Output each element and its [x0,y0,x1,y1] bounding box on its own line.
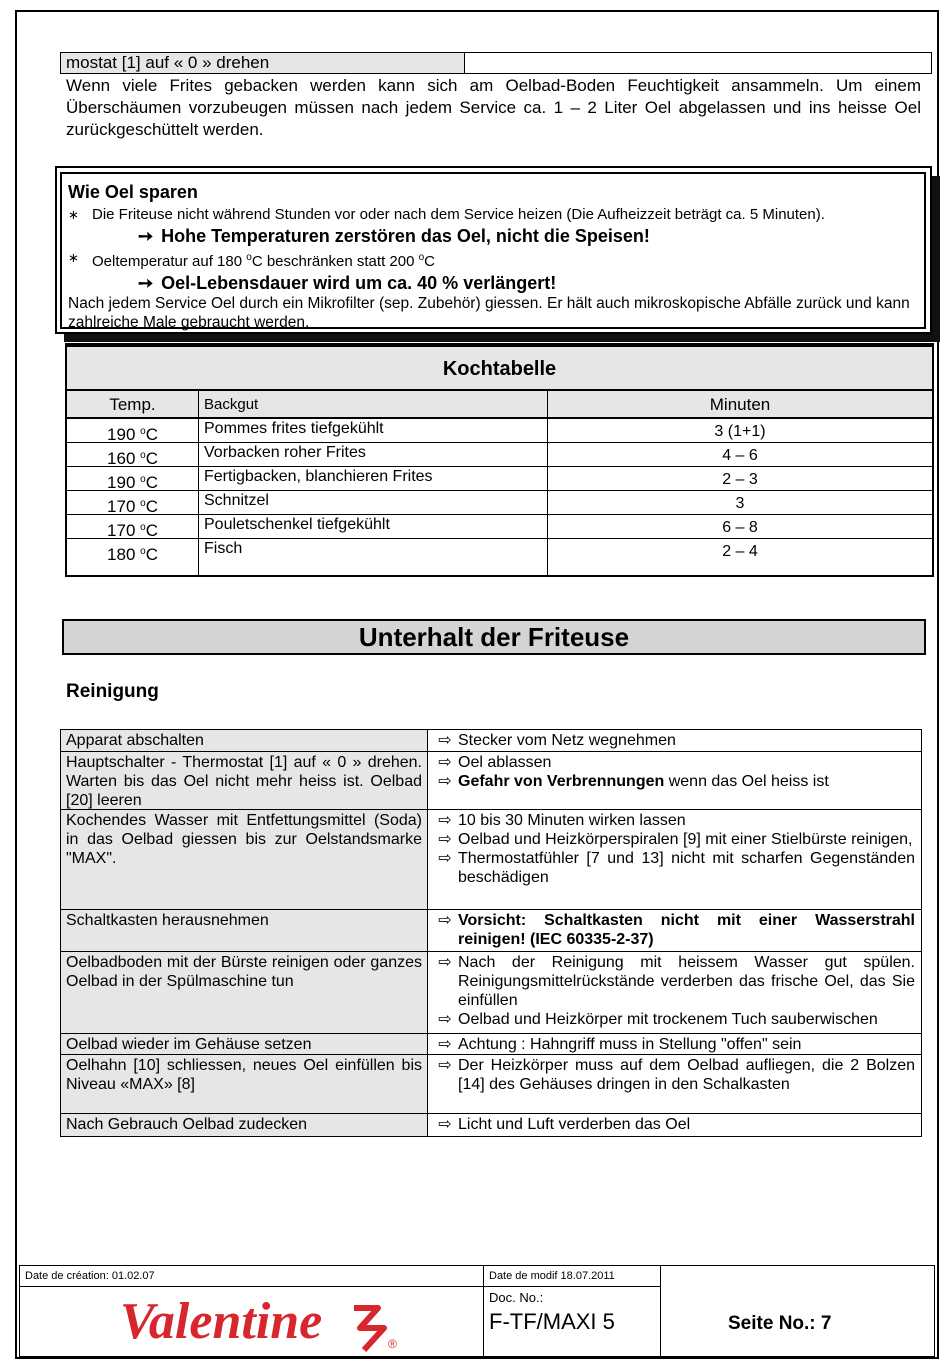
arrow-right-icon: ⇨ [438,1057,452,1074]
cleaning-note [432,1035,915,1054]
row-minuten: 6 – 8 [722,519,758,536]
cleaning-note-text [458,731,915,750]
row-temp-value: 160 [107,449,141,468]
cleaning-note-text [458,1035,915,1054]
cleaning-note-text [458,849,915,887]
degree-sup: o [140,498,146,509]
cleaning-note-text [458,911,915,949]
cleaning-note-text [458,753,915,772]
cleaning-note [432,911,915,949]
row-temp-value: 170 [107,521,141,540]
row-backgut: Fisch [199,539,548,577]
cooking-table-header [67,391,932,419]
cleaning-note [432,1115,915,1134]
cleaning-note-plain: Oelbad und Heizkörperspiralen [9] mit einer Stielbürste reinigen, [458,831,913,848]
arrow-right-icon: ⇨ [438,954,452,971]
oil-saving-title: Wie Oel sparen [68,182,198,202]
footer-page-number: Seite No.: 7 [728,1313,832,1334]
page-footer [19,1265,935,1357]
cleaning-step-notes [428,910,921,951]
cleaning-note-plain: Achtung : Hahngriff muss in Stellung "offen" sein [458,1036,802,1053]
row-temp-value: 180 [107,545,141,564]
bullet-star-icon: ∗ [68,250,79,265]
arrow-right-icon: ➙ [138,226,154,246]
arrow-right-icon: ➙ [138,273,154,293]
cleaning-note-plain: 10 bis 30 Minuten wirken lassen [458,812,686,829]
cleaning-step: Oelbadboden mit der Bürste reinigen oder ganzes Oelbad in der Spülmaschine tun [61,952,428,1033]
cleaning-note [432,849,915,887]
cleaning-note-plain: Der Heizkörper muss auf dem Oelbad aufliegen, die 2 Bolzen [14] des Gehäuses dringen in den Schalkasten [458,1057,915,1093]
footer-modified-date: Date de modif 18.07.2011 [489,1270,615,1282]
cleaning-step: Oelbad wieder im Gehäuse setzen [61,1034,428,1054]
oil-saving-note: Nach jedem Service Oel durch ein Mikrofilter (sep. Zubehör) giessen. Er hält auch mikroskopische Abfälle zurück und kann zahlreiche Male gebraucht werden. [68,295,910,331]
cleaning-step-row [61,1114,921,1136]
cleaning-note [432,753,915,772]
oil-saving-emphasis-1 [68,225,918,247]
oil-saving-emphasis-2-text: Oel-Lebensdauer wird um ca. 40 % verlängert! [161,273,557,293]
row-temp [67,491,199,514]
arrow-right-icon: ⇨ [438,831,452,848]
header-backgut: Backgut [199,391,548,417]
tip-2-part-a: Oeltemperatur auf 180 [92,253,247,270]
row-temp-unit: C [145,473,158,492]
row-temp [67,419,199,442]
cooking-table-row [67,419,932,443]
cleaning-note-text [458,811,915,830]
cooking-table [65,343,934,577]
cleaning-note-text [458,1056,915,1094]
oil-saving-box [60,172,926,329]
row-temp-value: 190 [107,473,141,492]
arrow-right-icon: ⇨ [438,773,452,790]
cleaning-note-plain: Oelbad und Heizkörper mit trockenem Tuch sauberwischen [458,1011,878,1028]
row-minuten: 4 – 6 [722,447,758,464]
row-temp [67,539,199,577]
cleaning-note-bold: Vorsicht: Schaltkasten nicht mit einer Wasserstrahl reinigen! (IEC 60335-2-37) [458,912,915,948]
row-temp [67,467,199,490]
arrow-right-icon: ⇨ [438,1116,452,1133]
arrow-right-icon: ⇨ [438,754,452,771]
header-minuten: Minuten [709,395,771,414]
row-temp-unit: C [145,521,158,540]
oil-saving-tip-1-text: Die Friteuse nicht während Stunden vor oder nach dem Service heizen (Die Aufheizzeit beträgt ca. 5 Minuten). [92,206,825,223]
continuation-text: mostat [1] auf « 0 » drehen [61,53,465,73]
cooking-table-row [67,539,932,577]
cleaning-note [432,731,915,750]
cleaning-step: Apparat abschalten [61,730,428,751]
logo-bolt-icon [354,1308,384,1350]
cleaning-note [432,830,915,849]
cleaning-step-notes [428,730,921,751]
cleaning-step-row [61,952,921,1034]
continuation-empty-cell [465,53,931,73]
cleaning-note-plain: Stecker vom Netz wegnehmen [458,732,676,749]
cleaning-note-plain: Oel ablassen [458,754,552,771]
logo-registered: ® [388,1337,397,1351]
cooking-table-title: Kochtabelle [67,347,932,391]
cleaning-note-text [458,772,915,791]
cooking-table-row [67,467,932,491]
valentine-logo [116,1288,416,1354]
cleaning-subtitle: Reinigung [66,681,159,702]
cleaning-step-notes [428,810,921,909]
row-temp [67,515,199,538]
tip-2-part-b: C beschränken statt 200 [251,253,419,270]
arrow-right-icon: ⇨ [438,732,452,749]
degree-sup: o [140,474,146,485]
row-minuten: 3 (1+1) [714,423,766,440]
cleaning-step-notes [428,1055,921,1113]
degree-sup: o [140,522,146,533]
cleaning-note-text [458,1010,915,1029]
cleaning-note [432,1010,915,1029]
oil-saving-tip-2 [68,247,918,272]
oil-saving-emphasis-1-text: Hohe Temperaturen zerstören das Oel, nicht die Speisen! [161,226,650,246]
cooking-table-row [67,515,932,539]
cleaning-note [432,772,915,791]
arrow-right-icon: ⇨ [438,1036,452,1053]
cooking-table-row [67,443,932,467]
arrow-right-icon: ⇨ [438,1011,452,1028]
header-temp: Temp. [67,391,199,417]
cleaning-step: Hauptschalter - Thermostat [1] auf « 0 » drehen. Warten bis das Oel nicht mehr heiss ist. Oelbad [20] leeren [61,752,428,809]
cleaning-step-row [61,910,921,952]
intro-paragraph: Wenn viele Frites gebacken werden kann sich am Oelbad-Boden Feuchtigkeit ansammeln. Um einem Überschäumen vorzubeugen müssen nach jedem Service ca. 1 – 2 Liter Oel abgelassen und ins heisse Oel zurückgeschüttelt werden. [66,76,921,139]
cleaning-step-row [61,1034,921,1055]
cleaning-note-plain: wenn das Oel heiss ist [664,773,829,790]
tip-2-part-c: C [424,253,435,270]
cleaning-step-notes [428,952,921,1033]
arrow-right-icon: ⇨ [438,912,452,929]
cleaning-note-text [458,953,915,1010]
footer-doc-label: Doc. No.: [489,1290,544,1305]
section-title: Unterhalt der Friteuse [62,619,926,655]
row-minuten: 2 – 4 [722,543,758,560]
cleaning-step: Oelhahn [10] schliessen, neues Oel einfüllen bis Niveau «MAX» [8] [61,1055,428,1113]
oil-saving-tip-2-text [92,247,435,272]
cleaning-note-text [458,830,915,849]
logo-wordmark: Valentine [120,1293,323,1350]
cleaning-step-notes [428,1114,921,1136]
cleaning-step-row [61,730,921,752]
row-temp-unit: C [145,545,158,564]
cleaning-step-notes [428,752,921,809]
row-temp-unit: C [145,449,158,468]
bullet-star-icon: ∗ [68,207,79,222]
cleaning-table [60,729,922,1137]
arrow-right-icon: ⇨ [438,812,452,829]
arrow-right-icon: ⇨ [438,850,452,867]
cleaning-step-row [61,1055,921,1114]
row-temp-value: 170 [107,497,141,516]
degree-sup: o [418,252,425,263]
degree-sup: o [140,426,146,437]
cleaning-note-text [458,1115,915,1134]
cleaning-note-bold: Gefahr von Verbrennungen [458,773,665,790]
cleaning-step-notes [428,1034,921,1054]
cleaning-note-plain: Licht und Luft verderben das Oel [458,1116,691,1133]
row-backgut: Vorbacken roher Frites [199,443,548,466]
degree-sup: o [140,546,146,557]
row-backgut: Fertigbacken, blanchieren Frites [199,467,548,490]
row-temp [67,443,199,466]
oil-saving-tip-1 [68,204,918,225]
row-minuten: 2 – 3 [722,471,758,488]
cooking-table-body [67,419,932,577]
row-temp-value: 190 [107,425,141,444]
row-backgut: Schnitzel [199,491,548,514]
cooking-table-row [67,491,932,515]
degree-sup: o [246,252,252,263]
row-backgut: Pouletschenkel tiefgekühlt [199,515,548,538]
footer-doc-number: F-TF/MAXI 5 [489,1309,615,1334]
cleaning-step: Nach Gebrauch Oelbad zudecken [61,1114,428,1136]
cleaning-note-plain: Thermostatfühler [7 und 13] nicht mit scharfen Gegenständen beschädigen [458,850,915,886]
cleaning-note-plain: Nach der Reinigung mit heissem Wasser gut spülen. Reinigungsmittelrückstände verderben das frische Oel, das Sie einfüllen [458,954,915,1009]
cleaning-note [432,953,915,1010]
footer-divider [483,1266,484,1358]
cleaning-note [432,1056,915,1094]
row-temp-unit: C [145,497,158,516]
row-backgut: Pommes frites tiefgekühlt [199,419,548,442]
footer-divider [20,1286,660,1287]
cleaning-step-row [61,752,921,810]
cleaning-step: Schaltkasten herausnehmen [61,910,428,951]
row-temp-unit: C [145,425,158,444]
continuation-row [60,52,932,74]
cleaning-step-row [61,810,921,910]
degree-sup: o [140,450,146,461]
row-minuten: 3 [735,495,745,512]
footer-divider [660,1266,661,1358]
oil-saving-emphasis-2 [68,272,918,294]
footer-created-date: Date de création: 01.02.07 [25,1270,155,1282]
cleaning-note [432,811,915,830]
cleaning-step: Kochendes Wasser mit Entfettungsmittel (Soda) in das Oelbad giessen bis zur Oelstandsmarke "MAX". [61,810,428,909]
